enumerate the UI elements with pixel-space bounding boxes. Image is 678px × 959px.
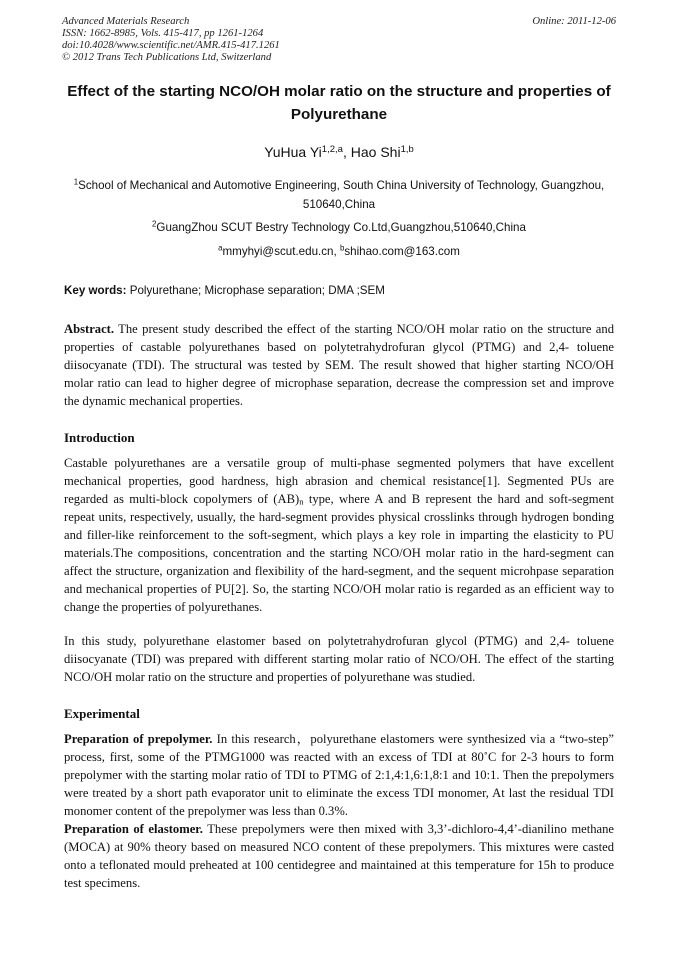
introduction-paragraph-1 [64, 454, 614, 616]
elastomer-label: Preparation of elastomer. [64, 822, 203, 836]
intro-p1-part-a: Castable polyurethanes are a versatile group of multi-phase segmented polymers that have excellent mechanical properties, good hardness, high abrasion and chemical resistance[1]. Segmented PUs are regarded as multi-block copolymers of (AB) [64, 456, 614, 506]
author-line [0, 144, 678, 160]
journal-doi[interactable]: doi:10.4028/www.scientific.net/AMR.415-417.1261 [62, 40, 280, 51]
intro-p1-subscript: n [299, 496, 304, 507]
prepolymer-paragraph [64, 730, 614, 820]
journal-name: Advanced Materials Research [62, 16, 190, 27]
affiliation-2-mark: 2 [152, 219, 157, 229]
elastomer-paragraph [64, 820, 614, 892]
abstract-text: The present study described the effect of the starting NCO/OH molar ratio on the structure and properties of castable polyurethanes based on polytetrahydrofuran glycol (PTMG) and 2,4- toluene diisocyanate (TDI). The structural was tested by SEM. The result showed that higher starting NCO/OH molar ratio can lead to higher degree of microphase separation, decrease the compression set and improve the dynamic mechanical properties. [64, 322, 614, 408]
email-b-mark: b [339, 243, 345, 253]
experimental-heading: Experimental [64, 706, 140, 721]
affiliation-1-text: School of Mechanical and Automotive Engineering, South China University of Technology, Guangzhou, 510640,China [78, 179, 605, 211]
keywords-label: Key words: [64, 284, 127, 297]
email-a[interactable]: mmyhyi@scut.edu.cn, [222, 245, 340, 258]
prepolymer-text: In this research，polyurethane elastomers were synthesized via a “two-step” process, first, some of the PTMG1000 was reacted with an excess of TDI at 80˚C for 2-3 hours to form prepolymer with the starting molar ratio of TDI to PTMG of 2:1,4:1,6:1,8:1 and 10:1. Then the prepolymers were treated by a short path evaporator unit to eliminate the excess TDI monomer, At last the residual TDI monomer content of the prepolymer was less than 0.3%. [64, 732, 614, 818]
email-a-mark: a [218, 243, 223, 253]
journal-copyright: © 2012 Trans Tech Publications Ltd, Switzerland [62, 52, 272, 63]
elastomer-text: These prepolymers were then mixed with 3,3’-dichloro-4,4’-dianilino methane (MOCA) at 90% theory based on measured NCO content of these prepolymers. This mixtures were casted onto a teflonated mould preheated at 100 centidegree and maintained at this temperature for 15h to produce test specimens. [64, 822, 614, 890]
journal-issn: ISSN: 1662-8985, Vols. 415-417, pp 1261-1264 [62, 28, 264, 39]
introduction-paragraph-2: In this study, polyurethane elastomer based on polytetrahydrofuran glycol (PTMG) and 2,4- toluene diisocyanate (TDI) was prepared with different starting molar ratio of NCO/OH. The effect of the starting NCO/OH molar ratio on the structure and properties of polyurethane was studied. [64, 634, 614, 684]
affiliation-1 [70, 176, 608, 214]
abstract-label: Abstract. [64, 322, 115, 336]
abstract [64, 320, 614, 410]
prepolymer-label: Preparation of prepolymer. [64, 732, 213, 746]
author-1-affil-mark: 1,2,a [321, 143, 343, 155]
intro-p1-part-b: type, where A and B represent the hard and soft-segment repeat units, respectively, usually, the hard-segment provides physical crosslinks through hydrogen bonding and filler-like reinforcement to the soft-segment, which plays a key role in imparting the elasticity to PU materials.The compositions, concentration and the starting NCO/OH molar ratio in the hard-segment can affect the structure, organization and flexibility of the hard-segment, and the sequent microhpase separation and mechanical properties of PU[2]. So, the starting NCO/OH molar ratio is regarded as an efficient way to change the properties of polyurethanes. [64, 492, 614, 614]
journal-header [62, 16, 616, 64]
author-2-name: Hao Shi [350, 144, 401, 160]
keywords [64, 284, 385, 297]
keywords-text: Polyurethane; Microphase separation; DMA ;SEM [126, 284, 385, 297]
affiliation-2 [70, 218, 608, 237]
paper-title: Effect of the starting NCO/OH molar ratio on the structure and properties of Polyurethane [67, 83, 611, 123]
author-1-name: YuHua Yi [264, 144, 322, 160]
email-b[interactable]: shihao.com@163.com [344, 245, 460, 258]
online-date: Online: 2011-12-06 [532, 16, 616, 27]
affiliation-2-text: GuangZhou SCUT Bestry Technology Co.Ltd,Guangzhou,510640,China [156, 221, 526, 234]
introduction-heading: Introduction [64, 430, 135, 445]
affiliation-1-mark: 1 [73, 177, 79, 187]
author-2-affil-mark: 1,b [400, 143, 414, 155]
author-emails [70, 242, 608, 261]
author-separator: , [342, 144, 351, 160]
